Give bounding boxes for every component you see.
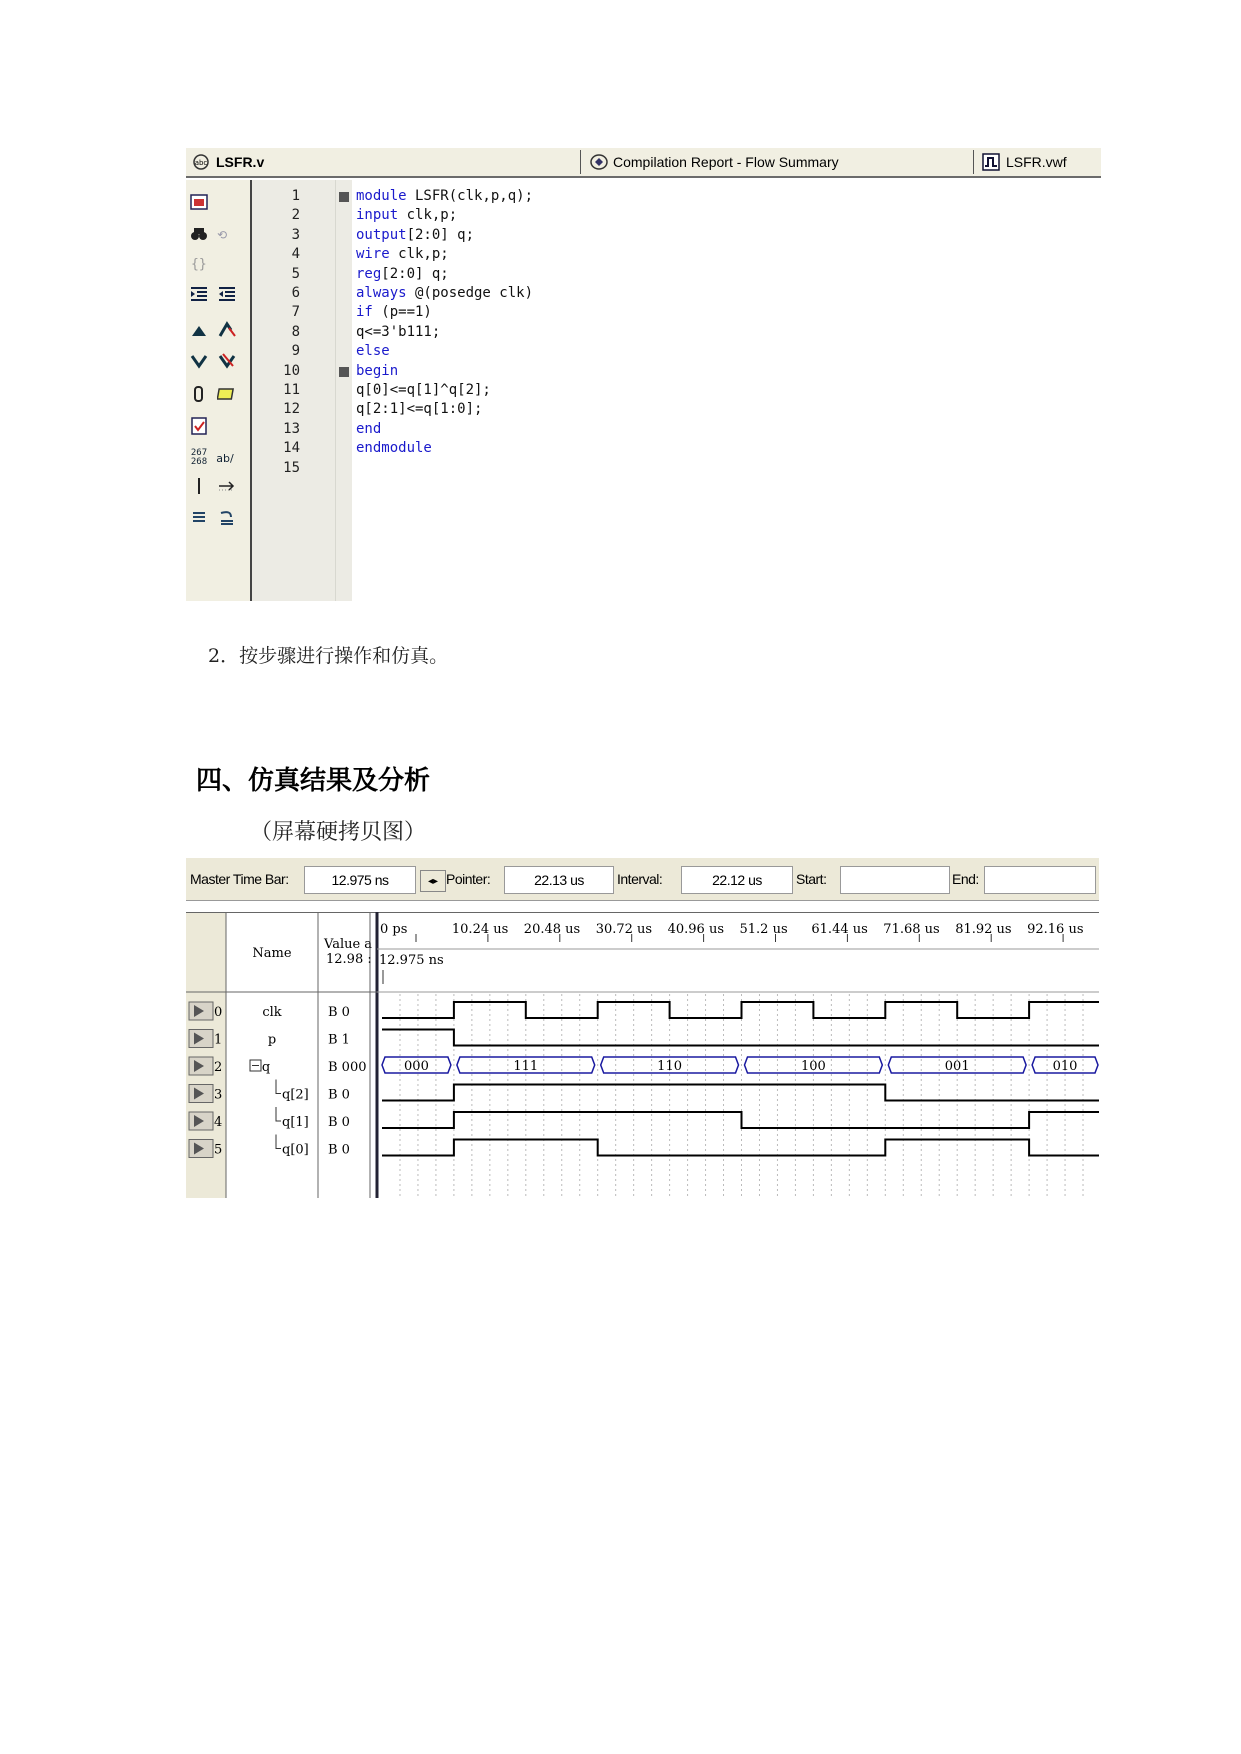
cursor-icon[interactable]	[188, 476, 210, 496]
pointer-label: Pointer:	[446, 871, 491, 887]
input-pin-icon	[189, 1002, 213, 1020]
tab-compilation-report[interactable]: Compilation Report - Flow Summary	[589, 148, 839, 176]
name-column-header: Name	[252, 946, 292, 961]
insert-template-icon[interactable]	[188, 192, 210, 212]
signal-index: 0	[214, 1005, 223, 1020]
indent-icon[interactable]	[188, 284, 210, 304]
waveform-file-icon	[982, 153, 1000, 171]
end-field[interactable]	[984, 866, 1096, 894]
input-pin-icon	[189, 1030, 213, 1048]
code-keyword: end	[356, 420, 382, 437]
signal-value: B 0	[328, 1087, 350, 1103]
undo-list-icon[interactable]	[216, 508, 238, 528]
code-keyword: module	[356, 188, 407, 204]
editor-side-toolbar	[186, 180, 252, 601]
code-text: LSFR(clk,p,q);	[406, 188, 534, 204]
script-icon[interactable]	[216, 384, 238, 404]
screenshot-note: （屏幕硬拷贝图）	[250, 820, 427, 845]
code-line	[356, 246, 449, 262]
line-number: 11	[283, 382, 300, 398]
svg-text:abc: abc	[194, 159, 208, 167]
signal-name[interactable]: q[2]	[282, 1087, 309, 1103]
code-line	[356, 207, 457, 223]
line-number: 12	[283, 401, 300, 418]
line-number: 2	[291, 207, 300, 224]
code-keyword: else	[356, 343, 390, 360]
collapse-icon[interactable]	[339, 192, 349, 202]
bookmark-icon[interactable]	[188, 350, 210, 370]
word-wrap-icon[interactable]: ab/	[216, 451, 234, 465]
uncomment-icon[interactable]	[216, 320, 238, 340]
verilog-file-icon	[192, 153, 210, 171]
output-bus-icon	[189, 1057, 213, 1075]
code-line	[356, 440, 432, 456]
svg-text:⟲: ⟲	[217, 228, 228, 242]
master-time-bar-label: Master Time Bar:	[190, 871, 289, 887]
line-number: 7	[291, 304, 300, 321]
signal-index: 1	[214, 1032, 223, 1048]
line-number: 8	[291, 323, 300, 340]
code-keyword: begin	[356, 362, 399, 379]
arrow-right-icon[interactable]	[216, 476, 238, 496]
time-tick-label: 0 ps	[380, 922, 408, 937]
code-text: clk,p;	[389, 246, 449, 263]
collapse-icon[interactable]	[339, 367, 349, 377]
signal-index: 5	[214, 1142, 223, 1158]
svg-text:{}: {}	[191, 257, 207, 272]
section-heading: 四、仿真结果及分析	[196, 766, 431, 796]
code-line	[356, 285, 533, 301]
code-keyword: input	[356, 207, 399, 224]
code-line	[356, 304, 432, 320]
output-pin-icon	[189, 1085, 213, 1103]
value-column-time: 12.98 :	[326, 952, 372, 967]
interval-label: Interval:	[617, 871, 663, 887]
code-line	[356, 266, 449, 282]
line-number: 3	[291, 226, 300, 243]
q-bus-value: 100	[800, 1059, 826, 1074]
line-number: 13	[283, 420, 300, 437]
signal-value: B 0	[328, 1005, 350, 1020]
code-line	[356, 227, 474, 243]
q-bus-value: 000	[404, 1059, 429, 1074]
waveform-grid[interactable]	[186, 912, 1099, 1198]
code-line	[356, 382, 491, 398]
attach-icon[interactable]	[188, 384, 210, 404]
code-text: @(posedge clk)	[406, 285, 534, 301]
end-label: End:	[952, 871, 979, 887]
editor-tab-bar	[186, 148, 1101, 178]
time-tick-label: 51.2 us	[739, 922, 788, 937]
unindent-icon[interactable]	[216, 284, 238, 304]
code-line	[356, 421, 381, 437]
time-tick-label: 61.44 us	[811, 922, 868, 937]
q-bus-value: 111	[513, 1059, 539, 1074]
time-bar-toolbar	[186, 858, 1099, 901]
signal-name[interactable]: clk	[262, 1005, 282, 1020]
signal-index: 4	[214, 1115, 223, 1130]
value-column-header: Value a	[324, 937, 373, 952]
code-text: q[2:1]<=q[1:0];	[356, 401, 483, 418]
time-tick-label: 40.96 us	[667, 922, 725, 937]
list-icon[interactable]	[188, 508, 210, 528]
q-bus-value: 110	[657, 1059, 683, 1074]
output-pin-icon	[189, 1140, 213, 1158]
comment-icon[interactable]	[188, 320, 210, 340]
signal-value: B 000	[328, 1060, 367, 1075]
code-editor-screenshot	[186, 148, 1101, 601]
waveform-editor-screenshot	[186, 858, 1099, 1198]
code-text: (p==1)	[372, 304, 432, 321]
expand-collapse-icon[interactable]	[250, 1060, 261, 1071]
fold-margin	[336, 180, 352, 601]
signal-value: B 0	[328, 1115, 350, 1130]
check-document-icon[interactable]	[188, 416, 210, 436]
code-keyword: always	[356, 285, 407, 301]
line-number-gutter	[252, 180, 336, 601]
code-keyword: reg	[356, 265, 382, 282]
master-time-bar-field[interactable]: 12.975 ns	[304, 866, 416, 894]
line-number: 15	[283, 459, 300, 476]
code-keyword: output	[356, 226, 407, 243]
time-bar-arrows-icon[interactable]: ◂▸	[420, 870, 446, 892]
line-numbers-icon[interactable]: 267 268	[190, 448, 208, 467]
signal-index: 3	[214, 1087, 223, 1103]
code-keyword: endmodule	[356, 440, 432, 457]
signal-value: B 1	[328, 1032, 350, 1048]
cursor-time-label: 12.975 ns	[379, 953, 444, 968]
interval-field: 22.12 us	[681, 866, 793, 894]
signal-name[interactable]: p	[267, 1032, 277, 1048]
time-tick-label: 92.16 us	[1027, 922, 1084, 937]
line-number: 4	[291, 246, 300, 263]
code-line	[356, 363, 398, 379]
code-text: [2:0] q;	[381, 265, 449, 282]
line-number: 10	[283, 362, 300, 379]
code-keyword: wire	[356, 246, 390, 263]
tab-lsfr-v[interactable]: abc LSFR.v	[192, 148, 264, 176]
code-text: q[0]<=q[1]^q[2];	[356, 382, 491, 398]
time-tick-label: 20.48 us	[523, 922, 581, 937]
time-tick-label: 10.24 us	[451, 922, 509, 937]
output-pin-icon	[189, 1112, 213, 1130]
report-icon	[589, 153, 607, 171]
signal-name[interactable]: q[0]	[282, 1142, 309, 1158]
line-number: 14	[283, 440, 300, 457]
q-bus-value: 010	[1052, 1059, 1078, 1074]
code-keyword: if	[356, 304, 373, 321]
time-tick-label: 81.92 us	[955, 922, 1012, 937]
clear-bookmark-icon[interactable]	[216, 350, 238, 370]
code-text: q<=3'b111;	[356, 323, 441, 340]
time-tick-label: 30.72 us	[595, 922, 653, 937]
find-replace-icon[interactable]	[214, 224, 236, 244]
start-label: Start:	[796, 871, 827, 887]
step-text: 2．按步骤进行操作和仿真。	[208, 645, 449, 667]
time-tick-label: 71.68 us	[883, 922, 940, 937]
find-icon[interactable]	[188, 224, 210, 244]
braces-icon[interactable]	[188, 252, 210, 272]
code-line	[356, 401, 482, 417]
code-line	[356, 343, 390, 359]
signal-name[interactable]: q	[261, 1060, 271, 1075]
start-field[interactable]	[840, 866, 950, 894]
pointer-field: 22.13 us	[504, 866, 614, 894]
code-line	[356, 188, 533, 204]
signal-name[interactable]: q[1]	[282, 1115, 309, 1130]
line-number: 6	[291, 285, 300, 301]
signal-value: B 0	[328, 1142, 350, 1158]
signal-index: 2	[214, 1060, 223, 1075]
code-line	[356, 324, 440, 340]
line-number: 5	[291, 265, 300, 282]
line-number: 9	[291, 343, 300, 360]
code-text: clk,p;	[398, 207, 458, 224]
q-bus-value: 001	[944, 1059, 970, 1074]
line-number: 1	[291, 188, 300, 204]
tab-lsfr-vwf[interactable]: LSFR.vwf	[982, 148, 1067, 176]
code-text: [2:0] q;	[406, 226, 475, 243]
